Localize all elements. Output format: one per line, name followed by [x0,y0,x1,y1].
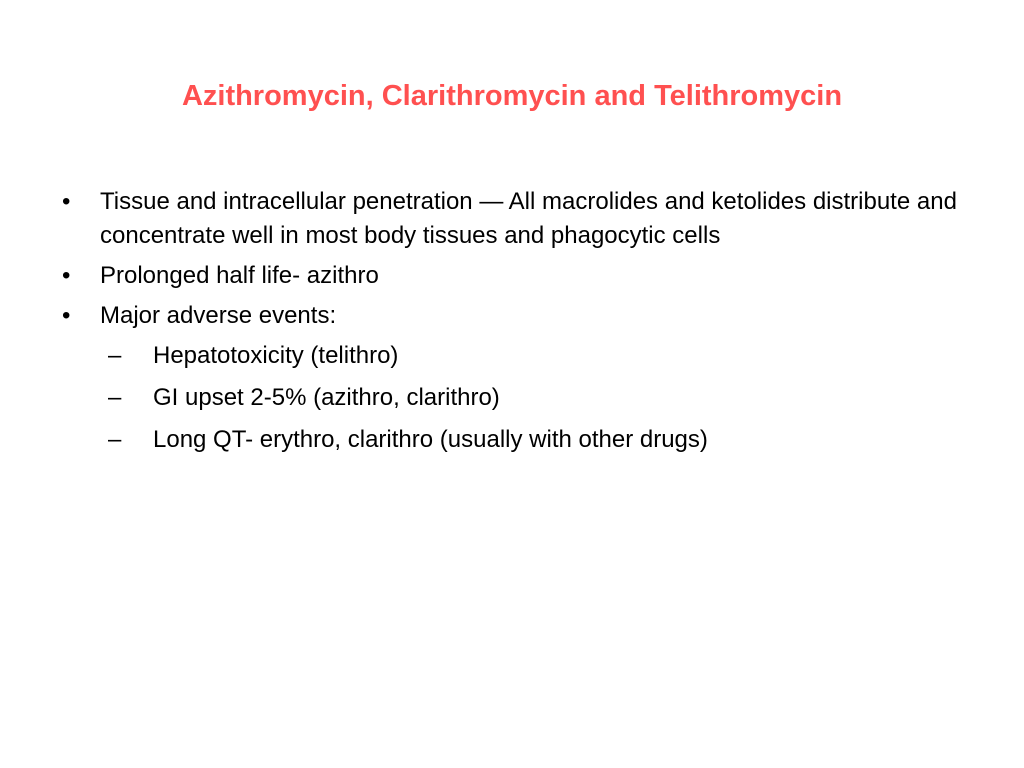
sub-bullet-list [100,339,982,457]
slide-title: Azithromycin, Clarithromycin and Telithromycin [181,80,843,112]
sub-bullet-item [108,423,982,457]
bullet-marker: • [62,302,71,329]
bullet-marker: • [62,188,71,215]
sub-bullet-text: Hepatotoxicity (telithro) [153,342,399,369]
bullet-text: Major adverse events: [100,302,337,329]
sub-bullet-marker: – [108,384,122,411]
sub-bullet-marker: – [108,426,122,453]
sub-bullet-text: GI upset 2-5% (azithro, clarithro) [153,384,500,411]
bullet-list [62,185,982,465]
sub-bullet-item [108,339,982,373]
bullet-marker: • [62,262,71,289]
bullet-text: Tissue and intracellular penetration — All macrolides and ketolides distribute and concentrate well in most body tissues and phagocytic cells [100,188,957,249]
bullet-item [62,259,982,293]
sub-bullet-marker: – [108,342,122,369]
sub-bullet-item [108,381,982,415]
sub-bullet-text: Long QT- erythro, clarithro (usually with other drugs) [153,426,708,453]
bullet-item [62,299,982,457]
bullet-item [62,185,982,253]
bullet-text: Prolonged half life- azithro [100,262,379,289]
